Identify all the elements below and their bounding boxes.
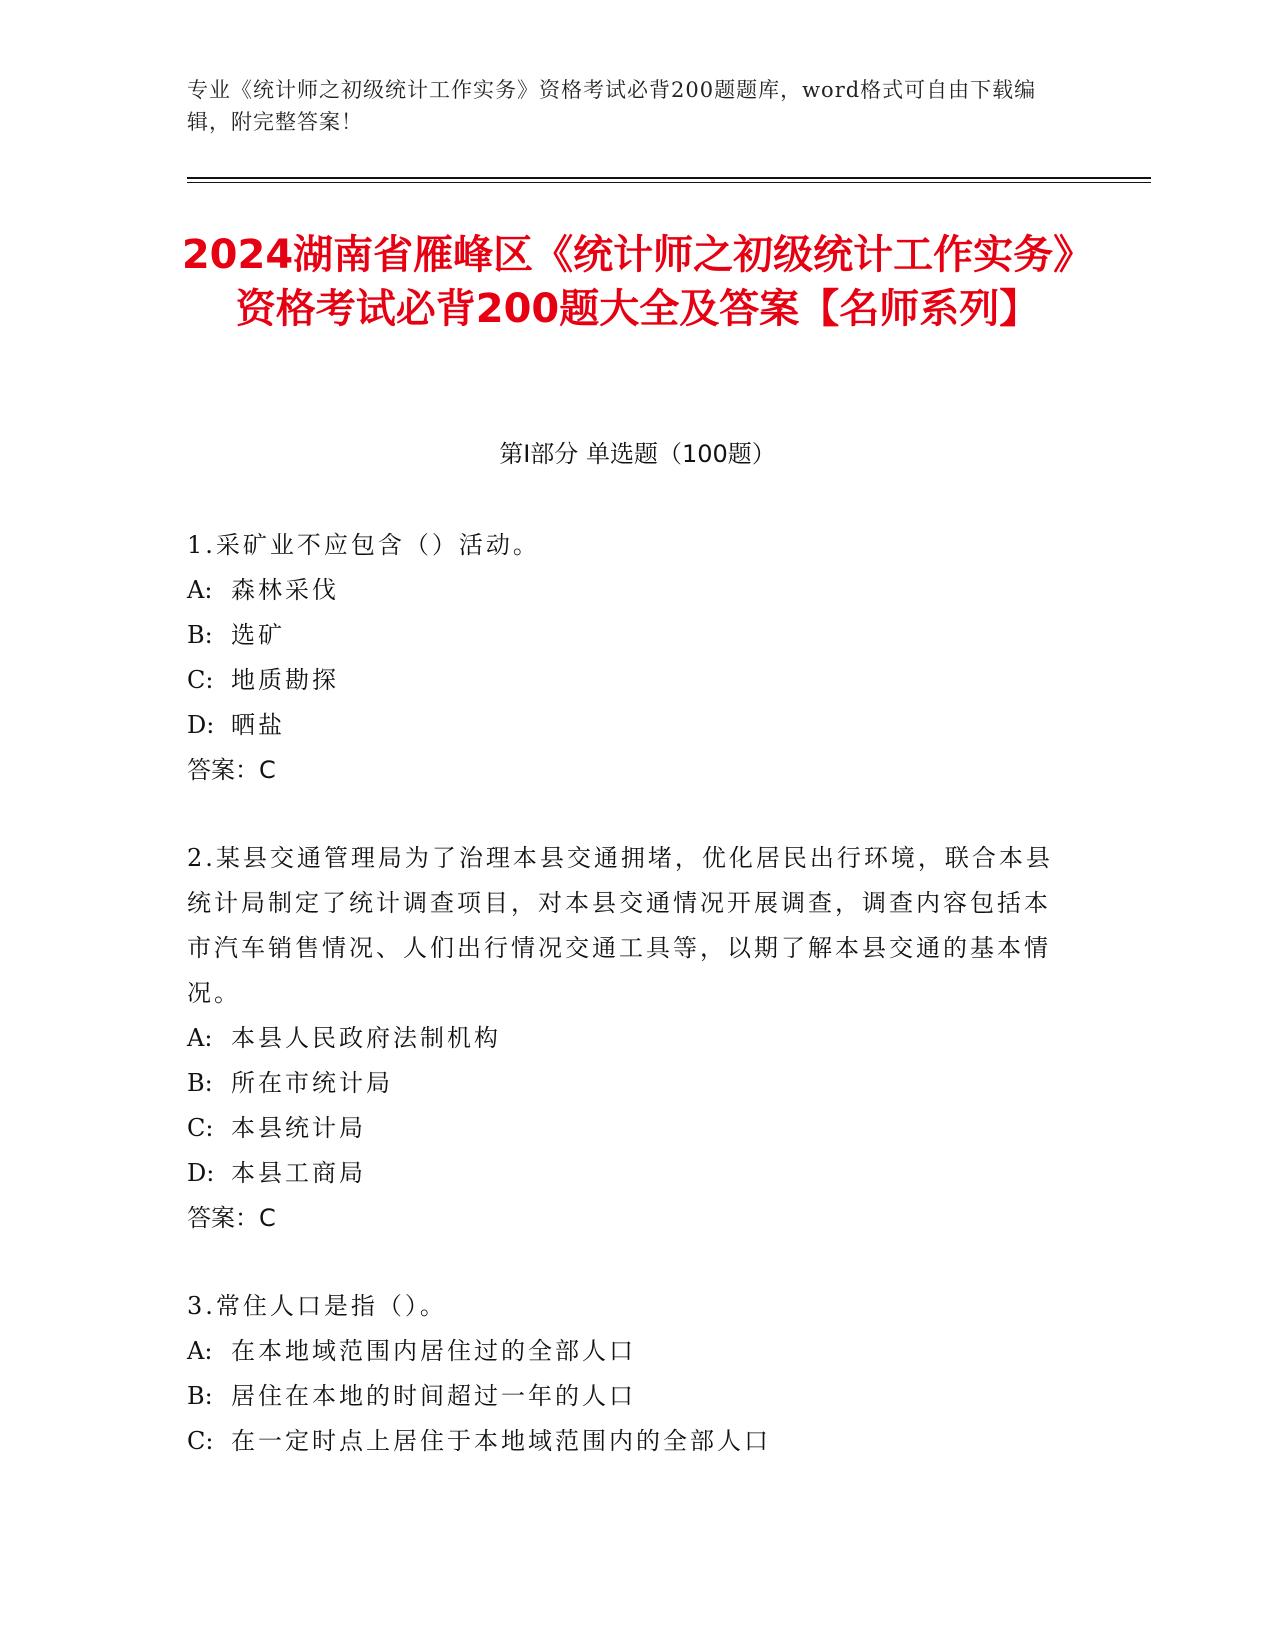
option-c [187, 1106, 1067, 1151]
option-a [187, 568, 1067, 613]
question-stem: 2.某县交通管理局为了治理本县交通拥堵，优化居民出行环境，联合本县统计局制定了统计调查项目，对本县交通情况开展调查，调查内容包括本市汽车销售情况、人们出行情况交通工具等，以期了解本县交通的基本情况。 [187, 844, 1053, 1007]
option-c [187, 658, 1067, 703]
question-stem: 1.采矿业不应包含（）活动。 [187, 531, 540, 559]
question-stem: 3.常住人口是指（）。 [187, 1292, 447, 1320]
option-letter: A: [187, 576, 213, 604]
option-d [187, 1151, 1067, 1196]
section-title: 第Ⅰ部分 单选题（100题） [499, 440, 776, 468]
question-1 [187, 523, 1067, 793]
option-text: 所在市统计局 [231, 1069, 393, 1097]
option-letter: A: [187, 1024, 213, 1052]
option-letter: D: [187, 711, 215, 739]
option-letter: C: [187, 666, 214, 694]
option-b [187, 1061, 1067, 1106]
question-2 [187, 836, 1067, 1241]
answer-line: 答案：C [187, 756, 276, 784]
option-letter: B: [187, 621, 213, 649]
answer-line: 答案：C [187, 1204, 276, 1232]
option-text: 地质勘探 [231, 666, 339, 694]
header-divider-thick [187, 177, 1151, 179]
option-text: 本县统计局 [231, 1114, 366, 1142]
option-text: 森林采伐 [231, 576, 339, 604]
option-letter: B: [187, 1382, 213, 1410]
header-note: 专业《统计师之初级统计工作实务》资格考试必背200题题库，word格式可自由下载编辑，附完整答案！ [187, 78, 1037, 134]
option-text: 在一定时点上居住于本地域范围内的全部人口 [231, 1427, 771, 1455]
option-text: 选矿 [231, 621, 285, 649]
document-title: 2024湖南省雁峰区《统计师之初级统计工作实务》资格考试必背200题大全及答案【名师系列】 [181, 232, 1094, 332]
option-d [187, 703, 1067, 748]
question-3 [187, 1284, 1067, 1464]
header-divider-thin [187, 182, 1151, 183]
option-letter: D: [187, 1159, 215, 1187]
option-text: 晒盐 [231, 711, 285, 739]
option-text: 在本地域范围内居住过的全部人口 [231, 1337, 636, 1365]
option-letter: A: [187, 1337, 213, 1365]
option-a [187, 1329, 1067, 1374]
option-a [187, 1016, 1067, 1061]
option-text: 居住在本地的时间超过一年的人口 [231, 1382, 636, 1410]
option-b [187, 1374, 1067, 1419]
option-letter: C: [187, 1427, 214, 1455]
option-letter: C: [187, 1114, 214, 1142]
question-list [187, 523, 1067, 1507]
option-text: 本县人民政府法制机构 [231, 1024, 501, 1052]
option-b [187, 613, 1067, 658]
option-letter: B: [187, 1069, 213, 1097]
option-c [187, 1419, 1067, 1464]
option-text: 本县工商局 [231, 1159, 366, 1187]
